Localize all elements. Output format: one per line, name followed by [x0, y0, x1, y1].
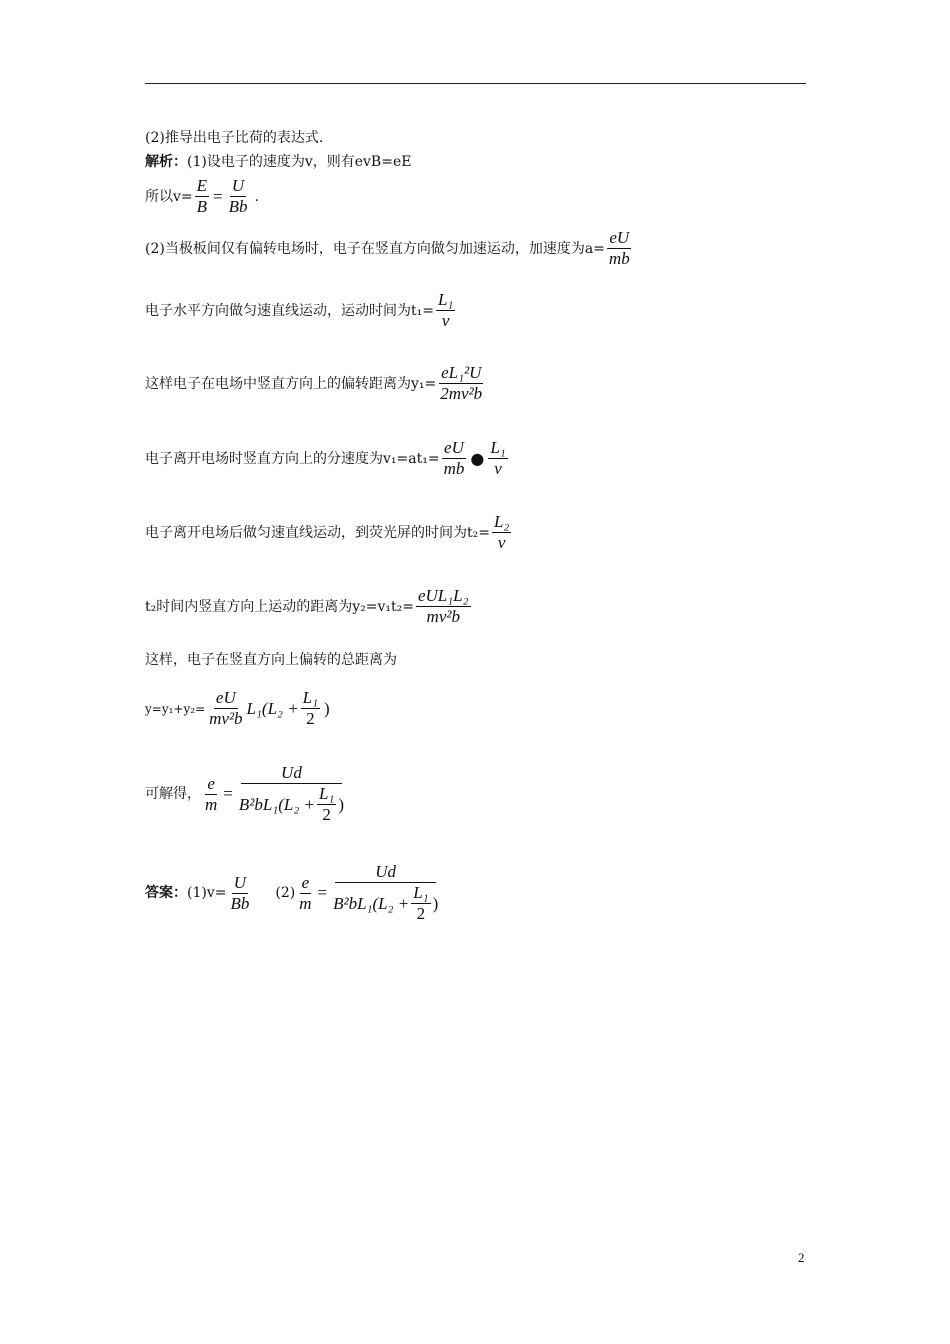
fraction-l1-over-v: $\frac{\text{L₁}}{v}$: [490, 438, 506, 478]
answer-label: 答案：: [145, 885, 187, 901]
equals-sign: =: [317, 883, 328, 902]
equation-time-2: [145, 512, 513, 553]
equation-prefix: 这样电子在电场中竖直方向上的偏转距离为y₁=: [145, 375, 437, 392]
fraction-l2-over-v: $\frac{\text{L₂}}{v}$: [493, 512, 510, 552]
solution-line-1: [145, 153, 411, 171]
page-number: 2: [798, 1250, 805, 1265]
equation-velocity: [145, 176, 259, 217]
equation-prefix: t₂时间内竖直方向上运动的距离为y₂=v₁t₂=: [145, 598, 414, 615]
fraction-u-over-bb: $\frac{U}{Bb}$: [230, 872, 250, 913]
question-2: [145, 129, 323, 147]
equation-y2: [145, 586, 473, 627]
total-distance-text: [145, 651, 397, 669]
fraction-eu-over-mb: $\frac{eU}{mb}$: [443, 438, 465, 478]
fraction-ud-over-denominator: Ud B²bL₁(L₂ + $\frac{\text{L₁}}{2}$ ): [333, 862, 439, 923]
equals-sign: =: [223, 784, 233, 803]
equals-sign: =: [213, 186, 223, 206]
equation-prefix: 电子离开电场时竖直方向上的分速度为v₁=at₁=: [145, 450, 440, 467]
answer-line: [145, 862, 442, 924]
answer-part-2: (2): [275, 885, 296, 901]
solution-label: 解析：: [145, 154, 187, 170]
denominator: B²bL₁(L₂ + $\frac{\text{L₁}}{2}$ ): [333, 883, 439, 923]
equation-prefix: 电子水平方向做匀速直线运动，运动时间为t₁=: [145, 302, 434, 319]
equation-time-1: [145, 290, 457, 331]
fraction-eu-over-mv2b: $\frac{eU}{\text{mv²b}}$: [209, 688, 243, 728]
equation-prefix: (2)当极板间仅有偏转电场时，电子在竖直方向做匀加速运动，加速度为a=: [145, 240, 605, 257]
fraction-e-over-m: $\frac{e}{m}$: [299, 872, 312, 913]
fraction-l1-over-2: $\frac{\text{L₁}}{2}$: [302, 688, 319, 728]
period: .: [254, 188, 259, 205]
denominator: B²bL₁(L₂ + $\frac{\text{L₁}}{2}$ ): [238, 784, 345, 824]
fraction-e-over-m: $\frac{e}{m}$: [205, 773, 218, 814]
close-paren: ): [324, 698, 330, 718]
fraction-ud-over-denominator: Ud B²bL₁(L₂ + $\frac{\text{L₁}}{2}$ ): [238, 763, 345, 824]
fraction-l1-over-2: $\frac{\text{L₁}}{2}$: [413, 883, 429, 923]
total-distance-label: 这样，电子在竖直方向上偏转的总距离为: [145, 652, 397, 668]
fraction-eu-over-mb: $\frac{eU}{mb}$: [608, 228, 630, 268]
question-text: (2)推导出电子比荷的表达式.: [145, 130, 324, 146]
fraction-l1-over-2: $\frac{\text{L₁}}{2}$: [318, 784, 335, 824]
equation-acceleration: [145, 228, 634, 269]
equation-y1: [145, 363, 486, 404]
multiply-dot: ●: [470, 448, 485, 468]
equation-y-total: [145, 688, 332, 729]
equation-v1: [145, 438, 510, 479]
equation-prefix: 可解得，: [145, 786, 201, 802]
equation-prefix: 所以v=: [145, 188, 193, 205]
solution-text: (1)设电子的速度为v，则有evB=eE: [187, 154, 412, 170]
fraction-y1: $\frac{\text{eL₁²U}}{\text{2mv²b}}$: [440, 363, 483, 403]
equation-prefix: y=y₁+y₂=: [145, 701, 206, 716]
fraction-e-over-b: $\frac{E}{B}$: [196, 176, 208, 216]
equation-prefix: 电子离开电场后做匀速直线运动，到荧光屏的时间为t₂=: [145, 524, 490, 541]
fraction-y2: $\frac{\text{eUL₁L₂}}{\text{mv²b}}$: [417, 586, 469, 626]
fraction-l1-over-v: $\frac{\text{L₁}}{v}$: [437, 290, 454, 330]
equation-ratio: [145, 763, 348, 825]
header-rule: [145, 83, 806, 84]
factor-l1: L₁(L₂ +: [246, 698, 299, 718]
fraction-u-over-bb: $\frac{U}{Bb}$: [228, 176, 248, 216]
answer-part-1: (1)v=: [187, 885, 227, 901]
